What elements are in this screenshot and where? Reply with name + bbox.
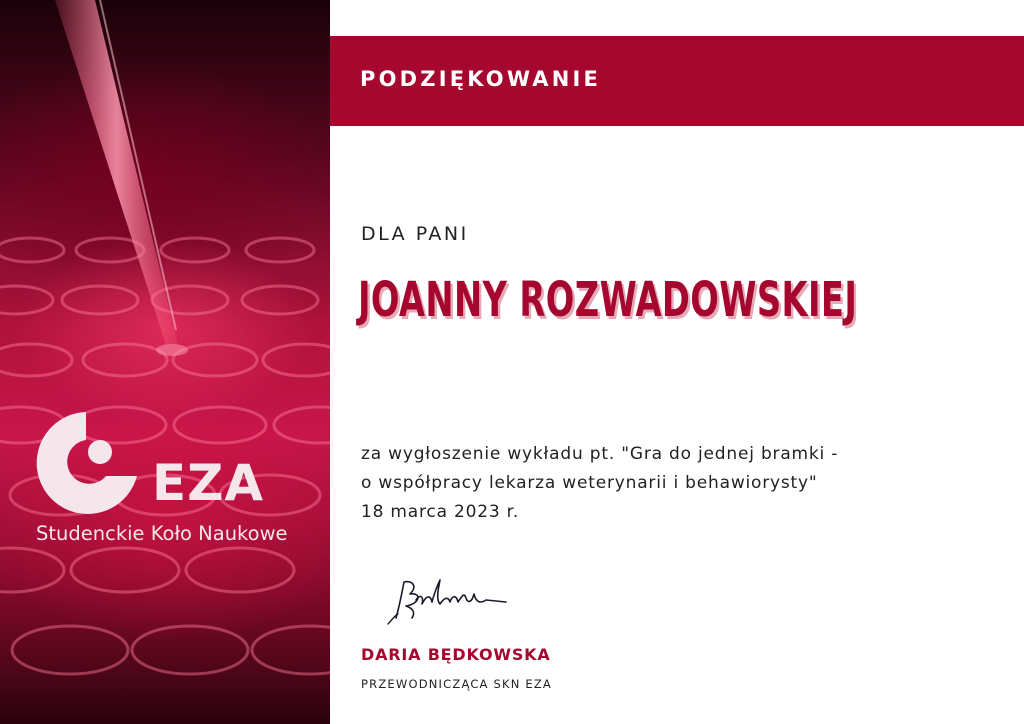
- recipient-name: JOANNY ROZWADOWSKIEJ: [358, 272, 858, 328]
- description-date: 18 marca 2023 r.: [361, 502, 520, 522]
- signer-name: DARIA BĘDKOWSKA: [361, 645, 551, 664]
- laboratory-plate-image: [0, 0, 330, 724]
- recipient-prefix: DLA PANI: [361, 223, 469, 245]
- eza-e-icon: [34, 410, 139, 518]
- description: [361, 440, 838, 527]
- lab-photo-panel: [0, 0, 330, 724]
- certificate-title: PODZIĘKOWANIE: [360, 67, 602, 91]
- logo-subtitle: Studenckie Koło Naukowe: [36, 522, 288, 545]
- signer-role: PRZEWODNICZĄCA SKN EZA: [361, 677, 552, 691]
- description-line: za wygłoszenie wykładu pt. "Gra do jednej bramki -: [361, 444, 839, 464]
- handwritten-signature: [382, 574, 512, 628]
- description-line: o współpracy lekarza weterynarii i behawiorysty": [361, 473, 818, 493]
- logo-eza-text: EZA: [152, 454, 265, 512]
- title-banner: [330, 36, 1024, 126]
